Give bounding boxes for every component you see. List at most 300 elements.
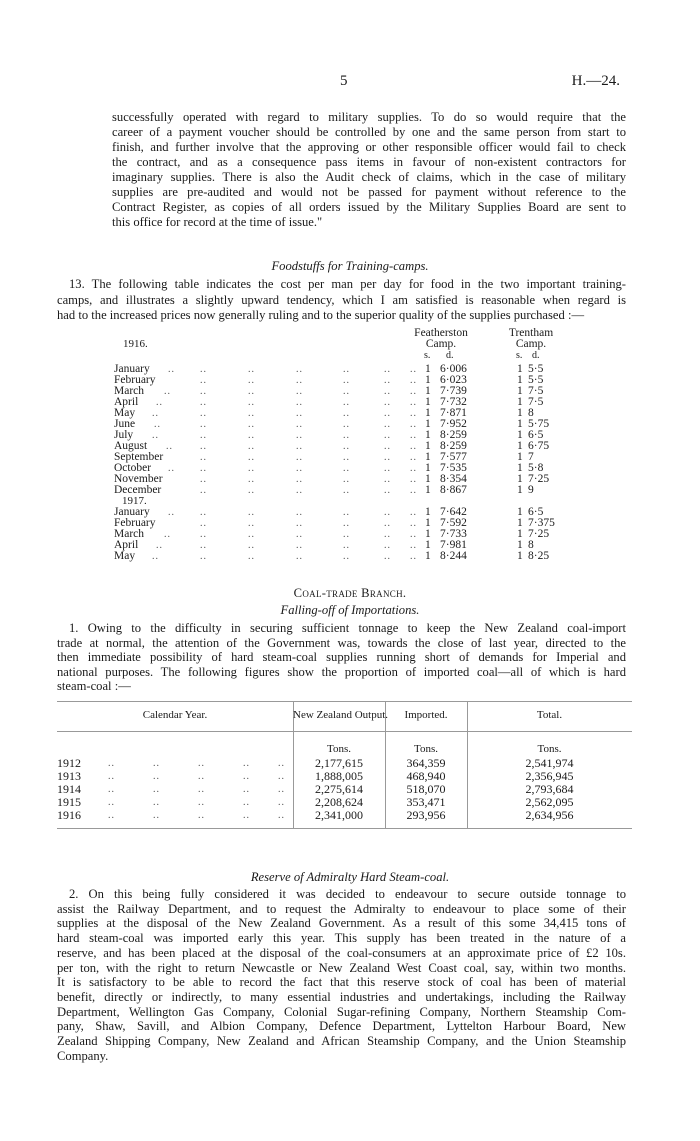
featherston-shillings: 1: [425, 418, 431, 430]
paragraph-line: steam-coal :—: [57, 679, 131, 693]
featherston-pence: 8·259: [440, 429, 467, 441]
featherston-pence: 7·592: [440, 517, 467, 529]
leader-dots: ..: [384, 507, 391, 518]
leader-dots: ..: [296, 375, 303, 386]
leader-dots: ..: [410, 452, 417, 463]
leader-dots: ..: [200, 551, 207, 562]
leader-dots: ..: [248, 386, 255, 397]
nz-output-cell: 2,341,000: [315, 808, 363, 822]
leader-dots: ..: [296, 540, 303, 551]
leader-dots: ..: [278, 771, 285, 782]
paragraph-line: per ton, with the right to return Newcastle or New Zealand West Coast coal, say, within two months.: [57, 960, 626, 975]
leader-dots: ..: [200, 485, 207, 496]
paragraph-line: finish, and further involve that the approving or other responsible officer would fail to check: [112, 140, 626, 154]
paragraph-line: 2. On this being fully considered it was decided to endeavour to secure outside tonnage to: [69, 887, 626, 901]
leader-dots: ..: [384, 386, 391, 397]
month-label: January: [114, 506, 150, 518]
leader-dots: ..: [296, 419, 303, 430]
leader-dots: ..: [198, 784, 205, 795]
table-rule-top: [57, 701, 632, 702]
leader-dots: ..: [200, 463, 207, 474]
trentham-pence: 6·75: [528, 440, 550, 452]
leader-dots: ..: [296, 452, 303, 463]
leader-dots: ..: [153, 784, 160, 795]
document-reference: H.—24.: [571, 73, 620, 89]
trentham-shillings: 1: [517, 462, 523, 474]
leader-dots: ..: [248, 485, 255, 496]
featherston-pence: 6·023: [440, 374, 467, 386]
paragraph-line: this office for record at the time of issue.": [112, 215, 323, 229]
foodstuffs-title: Foodstuffs for Training-camps.: [271, 259, 429, 273]
featherston-pence: 7·733: [440, 528, 467, 540]
featherston-pence: 8·244: [440, 550, 467, 562]
leader-dots: ..: [410, 551, 417, 562]
featherston-pence: 7·535: [440, 462, 467, 474]
leader-dots: ..: [248, 518, 255, 529]
leader-dots: ..: [200, 518, 207, 529]
year-cell: 1915: [57, 795, 81, 809]
leader-dots: ..: [410, 364, 417, 375]
leader-dots: ..: [410, 430, 417, 441]
month-label: April: [114, 396, 139, 408]
month-label: February: [114, 517, 156, 529]
leader-dots: ..: [168, 364, 175, 375]
paragraph-line: Department, Wellington Gas Company, Colonial Sugar-refining Company, Northern Steamship Com-: [57, 1004, 626, 1019]
month-label: May: [114, 550, 136, 562]
imported-cell: 468,940: [406, 769, 446, 783]
leader-dots: ..: [278, 784, 285, 795]
leader-dots: ..: [296, 408, 303, 419]
leader-dots: ..: [410, 408, 417, 419]
leader-dots: ..: [410, 485, 417, 496]
leader-dots: ..: [343, 419, 350, 430]
trentham-pence: 6·5: [528, 506, 544, 518]
leader-dots: ..: [248, 419, 255, 430]
leader-dots: ..: [410, 375, 417, 386]
leader-dots: ..: [200, 529, 207, 540]
nz-output-cell: 1,888,005: [315, 769, 363, 783]
trentham-pence: 8: [528, 539, 534, 551]
leader-dots: ..: [384, 408, 391, 419]
leader-dots: ..: [343, 386, 350, 397]
leader-dots: ..: [296, 430, 303, 441]
trentham-shillings: 1: [517, 374, 523, 386]
year-1916-label: 1916.: [123, 338, 148, 350]
table-row: [0, 408, 700, 419]
leader-dots: ..: [153, 771, 160, 782]
leader-dots: ..: [343, 441, 350, 452]
nz-output-cell: 2,275,614: [315, 782, 363, 796]
leader-dots: ..: [200, 408, 207, 419]
paragraph-line: hard steam-coal was imported early this year. This supply has been treated in the nature of a: [57, 931, 626, 946]
total-cell: 2,793,684: [525, 782, 574, 796]
leader-dots: ..: [152, 408, 159, 419]
paragraph-line: imaginary supplies. There is also the Audit check of claims, which in the case of military: [112, 170, 626, 184]
leader-dots: ..: [248, 463, 255, 474]
featherston-pence: 8·867: [440, 484, 467, 496]
header-imported: Imported.: [404, 709, 448, 721]
paragraph-line: then immediate possibility of hard steam-coal supplies running short of demands for Imperial and: [57, 650, 626, 664]
paragraph-line: Zealand Shipping Company, New Zealand and African Steamship Company, and the Union Steamship: [57, 1034, 626, 1048]
paragraph-line: 1. Owing to the difficulty in securing sufficient tonnage to keep the New Zealand coal-import: [69, 621, 626, 635]
header-calendar-year: Calendar Year.: [142, 709, 208, 721]
leader-dots: ..: [410, 540, 417, 551]
featherston-pence: 7·981: [440, 539, 467, 551]
month-label: June: [114, 418, 136, 430]
leader-dots: ..: [343, 430, 350, 441]
featherston-shillings: 1: [425, 484, 431, 496]
leader-dots: ..: [200, 474, 207, 485]
leader-dots: ..: [108, 797, 115, 808]
leader-dots: ..: [384, 474, 391, 485]
paragraph-line: pany, Shaw, Savill, and Albion Company, Defence Department, Lyttelton Harbour Board, New: [57, 1019, 626, 1034]
unit-d: d.: [532, 350, 540, 361]
leader-dots: ..: [200, 386, 207, 397]
leader-dots: ..: [296, 386, 303, 397]
month-label: May: [114, 407, 136, 419]
leader-dots: ..: [248, 441, 255, 452]
header-total: Total.: [536, 709, 563, 721]
table-row: [0, 397, 700, 408]
coal-subtitle: Falling-off of Importations.: [280, 603, 420, 617]
leader-dots: ..: [410, 419, 417, 430]
leader-dots: ..: [108, 758, 115, 769]
leader-dots: ..: [200, 507, 207, 518]
leader-dots: ..: [248, 529, 255, 540]
paragraph-line: Company.: [57, 1048, 109, 1063]
table-row: [0, 485, 700, 496]
leader-dots: ..: [296, 397, 303, 408]
nz-output-cell: 2,177,615: [315, 756, 363, 770]
table-rule-header: [57, 731, 632, 732]
leader-dots: ..: [198, 797, 205, 808]
trentham-pence: 9: [528, 484, 534, 496]
featherston-shillings: 1: [425, 396, 431, 408]
trentham-shillings: 1: [517, 429, 523, 441]
month-label: November: [114, 473, 163, 485]
year-1917-label: 1917.: [122, 495, 147, 507]
imported-cell: 353,471: [406, 795, 446, 809]
leader-dots: ..: [384, 452, 391, 463]
featherston-shillings: 1: [425, 528, 431, 540]
leader-dots: ..: [296, 474, 303, 485]
leader-dots: ..: [384, 375, 391, 386]
leader-dots: ..: [248, 408, 255, 419]
leader-dots: ..: [384, 518, 391, 529]
leader-dots: ..: [410, 474, 417, 485]
paragraph-line: It is satisfactory to be able to record the fact that this reserve stock of coal has been of material: [57, 975, 626, 990]
table-row: [0, 507, 700, 518]
featherston-shillings: 1: [425, 517, 431, 529]
year-cell: 1914: [57, 782, 81, 796]
leader-dots: ..: [410, 386, 417, 397]
featherston-header: Featherston Camp.: [414, 327, 468, 350]
leader-dots: ..: [200, 397, 207, 408]
leader-dots: ..: [278, 758, 285, 769]
month-label: September: [114, 451, 164, 463]
leader-dots: ..: [108, 784, 115, 795]
leader-dots: ..: [200, 540, 207, 551]
featherston-shillings: 1: [425, 374, 431, 386]
unit-tons: Tons.: [414, 743, 438, 755]
paragraph-line: camps, and illustrates a slightly upward tendency, which I am satisfied is reasonable when regard is: [57, 292, 626, 307]
table-row: [0, 463, 700, 474]
paragraph-line: 13. The following table indicates the cost per man per day for food in the two important training-: [69, 277, 626, 291]
trentham-shillings: 1: [517, 473, 523, 485]
year-cell: 1912: [57, 756, 81, 770]
table-row: [0, 452, 700, 463]
trentham-shillings: 1: [517, 363, 523, 375]
leader-dots: ..: [164, 529, 171, 540]
leader-dots: ..: [343, 408, 350, 419]
trentham-pence: 7·25: [528, 473, 550, 485]
leader-dots: ..: [384, 419, 391, 430]
featherston-shillings: 1: [425, 407, 431, 419]
leader-dots: ..: [410, 518, 417, 529]
leader-dots: ..: [200, 452, 207, 463]
table-rule-bottom: [57, 828, 632, 829]
total-cell: 2,634,956: [525, 808, 574, 822]
trentham-pence: 8: [528, 407, 534, 419]
leader-dots: ..: [243, 810, 250, 821]
leader-dots: ..: [248, 430, 255, 441]
trentham-shillings: 1: [517, 517, 523, 529]
leader-dots: ..: [198, 758, 205, 769]
leader-dots: ..: [200, 419, 207, 430]
unit-tons: Tons.: [537, 743, 562, 755]
year-cell: 1913: [57, 769, 81, 783]
leader-dots: ..: [248, 375, 255, 386]
month-label: December: [114, 484, 162, 496]
unit-s: s.: [516, 350, 523, 361]
featherston-shillings: 1: [425, 539, 431, 551]
featherston-pence: 7·732: [440, 396, 467, 408]
leader-dots: ..: [343, 375, 350, 386]
unit-d: d.: [446, 350, 454, 361]
leader-dots: ..: [243, 758, 250, 769]
leader-dots: ..: [164, 386, 171, 397]
page-number: 5: [340, 73, 348, 89]
leader-dots: ..: [343, 507, 350, 518]
month-label: August: [114, 440, 148, 452]
paragraph-line: Contract Register, as copies of all orders issued by the Military Supplies Board are sent to: [112, 200, 626, 214]
leader-dots: ..: [410, 529, 417, 540]
leader-dots: ..: [384, 397, 391, 408]
trentham-shillings: 1: [517, 506, 523, 518]
table-row: [0, 441, 700, 452]
leader-dots: ..: [296, 441, 303, 452]
table-row: [0, 551, 700, 562]
trentham-pence: 6·5: [528, 429, 544, 441]
paragraph-line: supplies at the disposal of the New Zealand Government. As a result of this some 34,415 tons of: [57, 916, 626, 931]
leader-dots: ..: [410, 397, 417, 408]
leader-dots: ..: [248, 551, 255, 562]
trentham-pence: 7·5: [528, 385, 544, 397]
leader-dots: ..: [296, 485, 303, 496]
leader-dots: ..: [243, 771, 250, 782]
leader-dots: ..: [156, 397, 163, 408]
featherston-shillings: 1: [425, 385, 431, 397]
month-label: March: [114, 528, 145, 540]
paragraph-line: national purposes. The following figures show the proportion of imported coal—all of which is hard: [57, 664, 626, 679]
paragraph-line: trade at normal, the attention of the Government was, towards the close of last year, directed to the: [57, 635, 626, 650]
month-label: February: [114, 374, 156, 386]
trentham-shillings: 1: [517, 385, 523, 397]
featherston-pence: 7·739: [440, 385, 467, 397]
imported-cell: 364,359: [406, 756, 446, 770]
paragraph-line: benefit, directly or indirectly, to many essential industries and undertakings, including the Railway: [57, 989, 626, 1004]
trentham-shillings: 1: [517, 484, 523, 496]
featherston-pence: 7·871: [440, 407, 467, 419]
total-cell: 2,562,095: [525, 795, 574, 809]
featherston-shillings: 1: [425, 506, 431, 518]
trentham-header: Trentham Camp.: [508, 327, 554, 350]
trentham-pence: 7·25: [528, 528, 550, 540]
leader-dots: ..: [343, 551, 350, 562]
featherston-shillings: 1: [425, 363, 431, 375]
trentham-shillings: 1: [517, 528, 523, 540]
trentham-shillings: 1: [517, 550, 523, 562]
year-cell: 1916: [57, 808, 81, 822]
leader-dots: ..: [343, 529, 350, 540]
featherston-pence: 8·354: [440, 473, 467, 485]
table-row: [0, 518, 700, 529]
paragraph-line: career of a payment voucher should be controlled by one and the same person from start to: [112, 125, 626, 139]
leader-dots: ..: [248, 507, 255, 518]
table-row: [0, 419, 700, 430]
leader-dots: ..: [154, 419, 161, 430]
leader-dots: ..: [248, 474, 255, 485]
leader-dots: ..: [243, 784, 250, 795]
table-row: [0, 529, 700, 540]
featherston-shillings: 1: [425, 550, 431, 562]
featherston-shillings: 1: [425, 462, 431, 474]
leader-dots: ..: [296, 518, 303, 529]
leader-dots: ..: [248, 364, 255, 375]
leader-dots: ..: [410, 441, 417, 452]
leader-dots: ..: [384, 529, 391, 540]
leader-dots: ..: [343, 397, 350, 408]
nz-output-cell: 2,208,624: [315, 795, 363, 809]
leader-dots: ..: [278, 797, 285, 808]
leader-dots: ..: [343, 518, 350, 529]
leader-dots: ..: [200, 430, 207, 441]
month-label: October: [114, 462, 152, 474]
leader-dots: ..: [410, 463, 417, 474]
table-row: [0, 364, 700, 375]
leader-dots: ..: [152, 430, 159, 441]
featherston-pence: 8·259: [440, 440, 467, 452]
table-row: [0, 809, 700, 822]
leader-dots: ..: [296, 463, 303, 474]
imported-cell: 518,070: [406, 782, 446, 796]
trentham-pence: 5·75: [528, 418, 550, 430]
leader-dots: ..: [343, 452, 350, 463]
leader-dots: ..: [166, 441, 173, 452]
featherston-shillings: 1: [425, 429, 431, 441]
trentham-shillings: 1: [517, 396, 523, 408]
featherston-pence: 7·577: [440, 451, 467, 463]
leader-dots: ..: [200, 441, 207, 452]
leader-dots: ..: [296, 551, 303, 562]
featherston-pence: 7·642: [440, 506, 467, 518]
leader-dots: ..: [296, 507, 303, 518]
table-row: [0, 386, 700, 397]
leader-dots: ..: [343, 463, 350, 474]
leader-dots: ..: [198, 771, 205, 782]
trentham-pence: 5·5: [528, 363, 544, 375]
leader-dots: ..: [343, 364, 350, 375]
featherston-pence: 6·006: [440, 363, 467, 375]
leader-dots: ..: [384, 430, 391, 441]
coal-branch-title: Coal-trade Branch.: [293, 586, 407, 600]
month-label: January: [114, 363, 150, 375]
trentham-shillings: 1: [517, 418, 523, 430]
leader-dots: ..: [278, 810, 285, 821]
trentham-pence: 7·5: [528, 396, 544, 408]
leader-dots: ..: [168, 463, 175, 474]
leader-dots: ..: [384, 551, 391, 562]
leader-dots: ..: [152, 551, 159, 562]
leader-dots: ..: [296, 364, 303, 375]
featherston-shillings: 1: [425, 473, 431, 485]
leader-dots: ..: [108, 771, 115, 782]
leader-dots: ..: [343, 485, 350, 496]
leader-dots: ..: [384, 485, 391, 496]
reserve-title: Reserve of Admiralty Hard Steam-coal.: [250, 870, 450, 884]
trentham-pence: 8·25: [528, 550, 550, 562]
trentham-pence: 7·375: [528, 517, 555, 529]
month-label: April: [114, 539, 139, 551]
paragraph-line: reserve, and has been placed at the disposal of the coal-consumers at an approximate price of £2 10s.: [57, 945, 626, 960]
imported-cell: 293,956: [406, 808, 446, 822]
table-row: [0, 430, 700, 441]
total-cell: 2,541,974: [525, 756, 574, 770]
leader-dots: ..: [410, 507, 417, 518]
month-label: July: [114, 429, 134, 441]
trentham-shillings: 1: [517, 407, 523, 419]
paragraph-line: had to the increased prices now generally ruling and to the superior quality of the supplies purchased :—: [57, 308, 585, 322]
featherston-shillings: 1: [425, 440, 431, 452]
paragraph-line: assist the Railway Department, and to request the Admiralty to endeavour to place some of their: [57, 901, 626, 916]
leader-dots: ..: [248, 397, 255, 408]
leader-dots: ..: [243, 797, 250, 808]
leader-dots: ..: [384, 364, 391, 375]
leader-dots: ..: [153, 797, 160, 808]
leader-dots: ..: [384, 441, 391, 452]
month-label: March: [114, 385, 145, 397]
paragraph-line: supplies are pre-audited and would not be passed for payment without reference to the: [112, 185, 626, 199]
leader-dots: ..: [200, 364, 207, 375]
leader-dots: ..: [248, 452, 255, 463]
table-row: [0, 540, 700, 551]
trentham-pence: 5·8: [528, 462, 544, 474]
leader-dots: ..: [248, 540, 255, 551]
featherston-pence: 7·952: [440, 418, 467, 430]
leader-dots: ..: [384, 540, 391, 551]
featherston-shillings: 1: [425, 451, 431, 463]
leader-dots: ..: [343, 540, 350, 551]
leader-dots: ..: [168, 507, 175, 518]
leader-dots: ..: [153, 810, 160, 821]
trentham-shillings: 1: [517, 440, 523, 452]
unit-tons: Tons.: [327, 743, 351, 755]
table-row: [0, 474, 700, 485]
leader-dots: ..: [108, 810, 115, 821]
leader-dots: ..: [296, 529, 303, 540]
table-row: [0, 375, 700, 386]
leader-dots: ..: [156, 540, 163, 551]
